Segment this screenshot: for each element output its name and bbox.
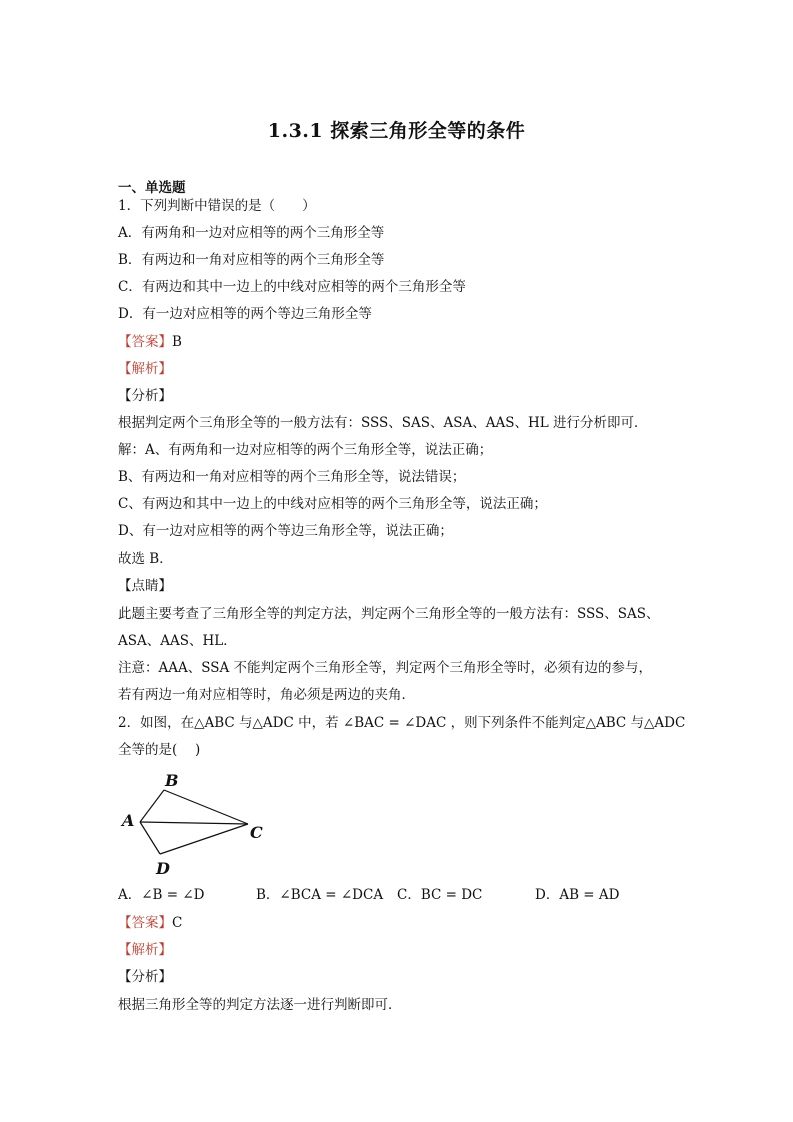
dianjing-line: 注意：AAA、SSA 不能判定两个三角形全等，判定两个三角形全等时，必须有边的参与， bbox=[118, 660, 653, 676]
dianjing-line: ASA、AAS、HL． bbox=[118, 633, 237, 649]
question-1-analysis-tag: 【解析】 bbox=[118, 361, 172, 377]
solution-line: D、有一边对应相等的两个等边三角形全等，说法正确； bbox=[118, 523, 453, 539]
question-1-fenxi: 根据判定两个三角形全等的一般方法有：SSS、SAS、ASA、AAS、HL 进行分析即可． bbox=[118, 415, 648, 431]
answer-value: B bbox=[172, 334, 182, 350]
page-title: 1.3.1 探索三角形全等的条件 bbox=[267, 120, 526, 142]
question-2-option-b: B．∠BCA = ∠DCA bbox=[256, 887, 384, 903]
question-2-fenxi: 根据三角形全等的判定方法逐一进行判断即可． bbox=[118, 997, 402, 1013]
question-2-stem-cont: 全等的是( ) bbox=[118, 742, 201, 758]
question-1-dianjing-tag: 【点睛】 bbox=[118, 578, 172, 594]
question-1-fenxi-tag: 【分析】 bbox=[118, 388, 172, 404]
question-2-option-d: D．AB = AD bbox=[535, 887, 620, 903]
solution-line: 故选 B． bbox=[118, 551, 173, 567]
question-2-option-a: A．∠B = ∠D bbox=[118, 887, 205, 903]
question-1-option-d: D．有一边对应相等的两个等边三角形全等 bbox=[118, 306, 372, 322]
question-1-stem: 1．下列判断中错误的是（ ） bbox=[118, 198, 316, 214]
answer-tag: 【答案】 bbox=[118, 915, 172, 931]
question-2-option-c: C．BC = DC bbox=[397, 887, 483, 903]
question-1-answer bbox=[118, 333, 182, 351]
question-1-option-a: A．有两角和一边对应相等的两个三角形全等 bbox=[118, 225, 385, 241]
question-1-option-c: C．有两边和其中一边上的中线对应相等的两个三角形全等 bbox=[118, 279, 466, 295]
solution-line: C、有两边和其中一边上的中线对应相等的两个三角形全等，说法正确； bbox=[118, 496, 547, 512]
vertex-label-b: B bbox=[165, 771, 179, 790]
answer-value: C bbox=[172, 915, 183, 931]
question-2-analysis-tag: 【解析】 bbox=[118, 942, 172, 958]
answer-tag: 【答案】 bbox=[118, 334, 172, 350]
vertex-label-a: A bbox=[122, 811, 135, 830]
solution-line: 解：A、有两角和一边对应相等的两个三角形全等，说法正确； bbox=[118, 442, 493, 458]
question-1-option-b: B．有两边和一角对应相等的两个三角形全等 bbox=[118, 252, 385, 268]
section-heading: 一、单选题 bbox=[118, 180, 186, 196]
question-2-answer bbox=[118, 914, 182, 932]
solution-line: B、有两边和一角对应相等的两个三角形全等，说法错误； bbox=[118, 469, 466, 485]
vertex-label-d: D bbox=[156, 859, 170, 878]
quadrilateral-figure bbox=[118, 768, 268, 880]
question-2-fenxi-tag: 【分析】 bbox=[118, 969, 172, 985]
question-2-stem: 2．如图，在△ABC 与△ADC 中，若 ∠BAC = ∠DAC ，则下列条件不能判定△ABC 与△ADC bbox=[118, 715, 686, 731]
vertex-label-c: C bbox=[250, 823, 263, 842]
dianjing-line: 此题主要考查了三角形全等的判定方法，判定两个三角形全等的一般方法有：SSS、SAS、 bbox=[118, 606, 660, 622]
dianjing-line: 若有两边一角对应相等时，角必须是两边的夹角． bbox=[118, 687, 415, 703]
